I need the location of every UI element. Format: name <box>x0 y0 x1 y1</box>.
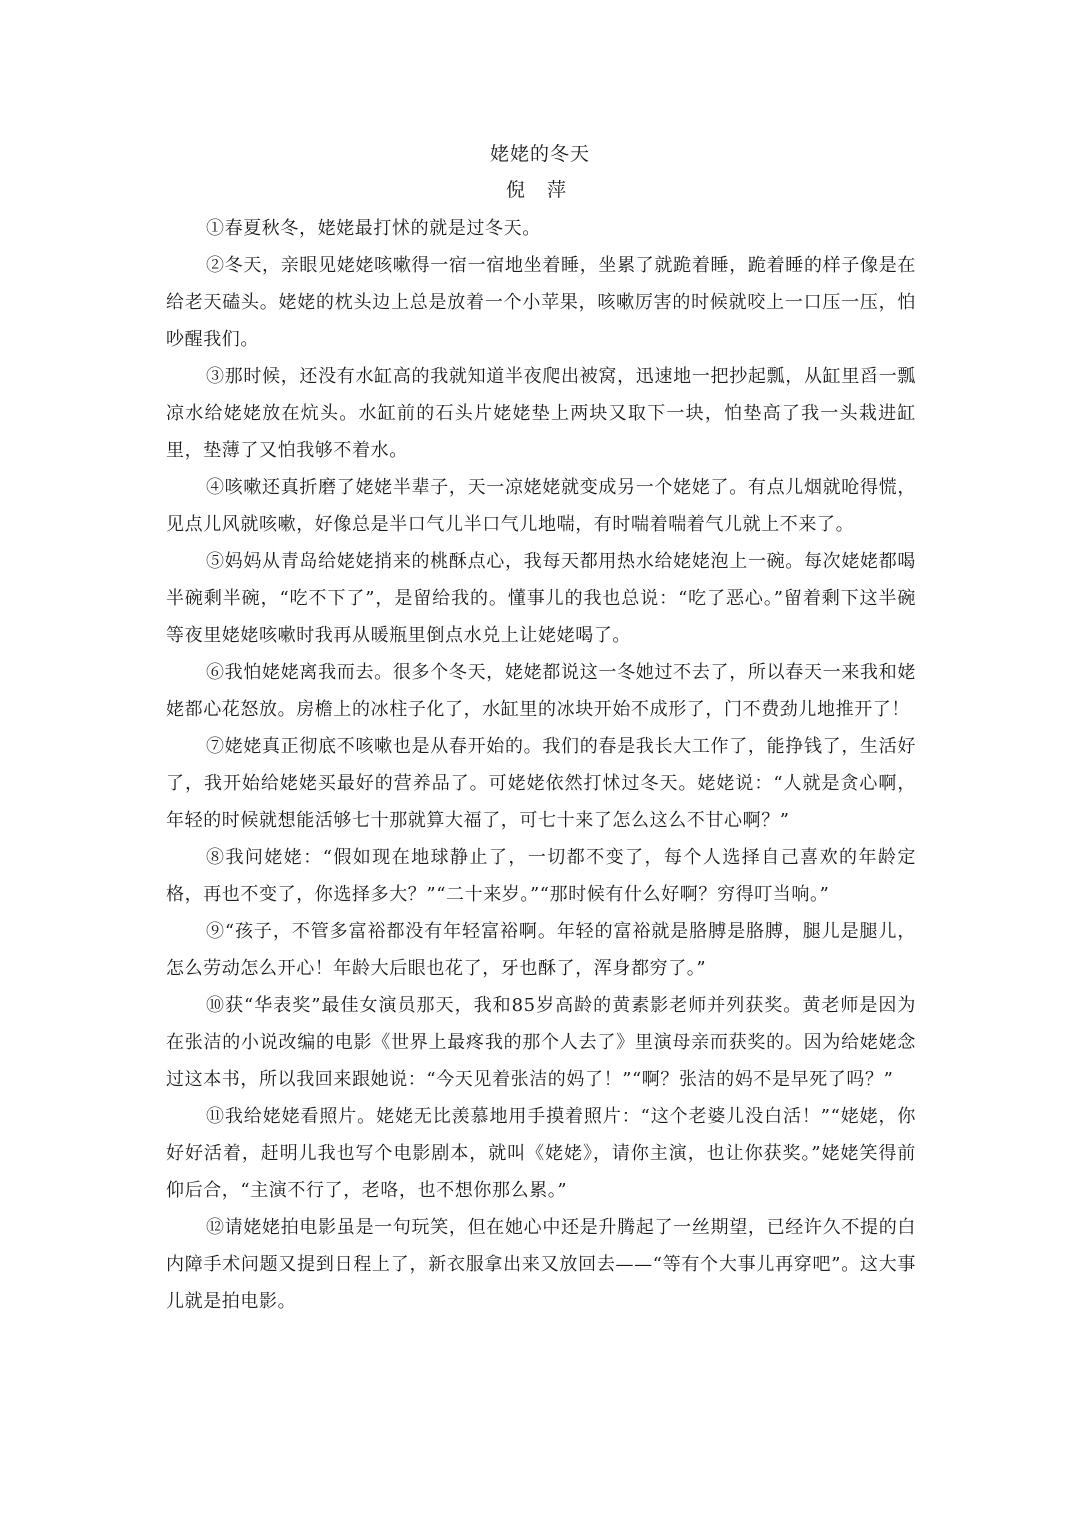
paragraph-11: ⑪我给姥姥看照片。姥姥无比羡慕地用手摸着照片：“这个老婆儿没白活！”“姥姥，你好好活着，赶明儿我也写个电影剧本，就叫《姥姥》，请你主演，也让你获奖。”姥姥笑得前仰后合，“主演不行了，老咯，也不想你那么累。” <box>166 1106 916 1201</box>
paragraph-3: ③那时候，还没有水缸高的我就知道半夜爬出被窝，迅速地一把抄起瓢，从缸里舀一瓢凉水给姥姥放在炕头。水缸前的石头片姥姥垫上两块又取下一块，怕垫高了我一头栽进缸里，垫薄了又怕我够不着水。 <box>166 366 916 461</box>
paragraph-7: ⑦姥姥真正彻底不咳嗽也是从春开始的。我们的春是我长大工作了，能挣钱了，生活好了，我开始给姥姥买最好的营养品了。可姥姥依然打怵过冬天。姥姥说：“人就是贪心啊，年轻的时候就想能活够七十那就算大福了，可七十来了怎么这么不甘心啊？” <box>166 736 916 831</box>
paragraph-12: ⑫请姥姥拍电影虽是一句玩笑，但在她心中还是升腾起了一丝期望，已经许久不提的白内障手术问题又提到日程上了，新衣服拿出来又放回去——“等有个大事儿再穿吧”。这大事儿就是拍电影。 <box>166 1217 916 1312</box>
paragraph-1: ①春夏秋冬，姥姥最打怵的就是过冬天。 <box>206 218 541 239</box>
paragraph-9: ⑨“孩子，不管多富裕都没有年轻富裕啊。年轻的富裕就是胳膊是胳膊，腿儿是腿儿，怎么劳动怎么开心！年龄大后眼也花了，牙也酥了，浑身都穷了。” <box>166 921 916 979</box>
paragraph-2: ②冬天，亲眼见姥姥咳嗽得一宿一宿地坐着睡，坐累了就跪着睡，跪着睡的样子像是在给老天磕头。姥姥的枕头边上总是放着一个小苹果，咳嗽厉害的时候就咬上一口压一压，怕吵醒我们。 <box>166 255 916 350</box>
paragraph-5: ⑤妈妈从青岛给姥姥捎来的桃酥点心，我每天都用热水给姥姥泡上一碗。每次姥姥都喝半碗剩半碗，“吃不下了”，是留给我的。懂事儿的我也总说：“吃了恶心。”留着剩下这半碗等夜里姥姥咳嗽时我再从暖瓶里倒点水兑上让姥姥喝了。 <box>166 551 916 646</box>
article-title: 姥姥的冬天 <box>489 143 590 165</box>
paragraph-6: ⑥我怕姥姥离我而去。很多个冬天，姥姥都说这一冬她过不去了，所以春天一来我和姥姥都心花怒放。房檐上的冰柱子化了，水缸里的冰块开始不成形了，门不费劲儿地推开了！ <box>166 662 916 720</box>
article-body <box>166 210 916 1320</box>
paragraph-8: ⑧我问姥姥：“假如现在地球静止了，一切都不变了，每个人选择自己喜欢的年龄定格，再也不变了，你选择多大？”“二十来岁。”“那时候有什么好啊？穷得叮当响。” <box>166 847 916 905</box>
paragraph-10: ⑩获“华表奖”最佳女演员那天，我和85岁高龄的黄素影老师并列获奖。黄老师是因为在张洁的小说改编的电影《世界上最疼我的那个人去了》里演母亲而获奖的。因为给姥姥念过这本书，所以我回来跟她说：“今天见着张洁的妈了！”“啊？张洁的妈不是早死了吗？” <box>166 995 916 1090</box>
article-author: 倪 萍 <box>505 179 575 201</box>
paragraph-4: ④咳嗽还真折磨了姥姥半辈子，天一凉姥姥就变成另一个姥姥了。有点儿烟就呛得慌，见点儿风就咳嗽，好像总是半口气儿半口气儿地喘，有时喘着喘着气儿就上不来了。 <box>166 477 916 535</box>
